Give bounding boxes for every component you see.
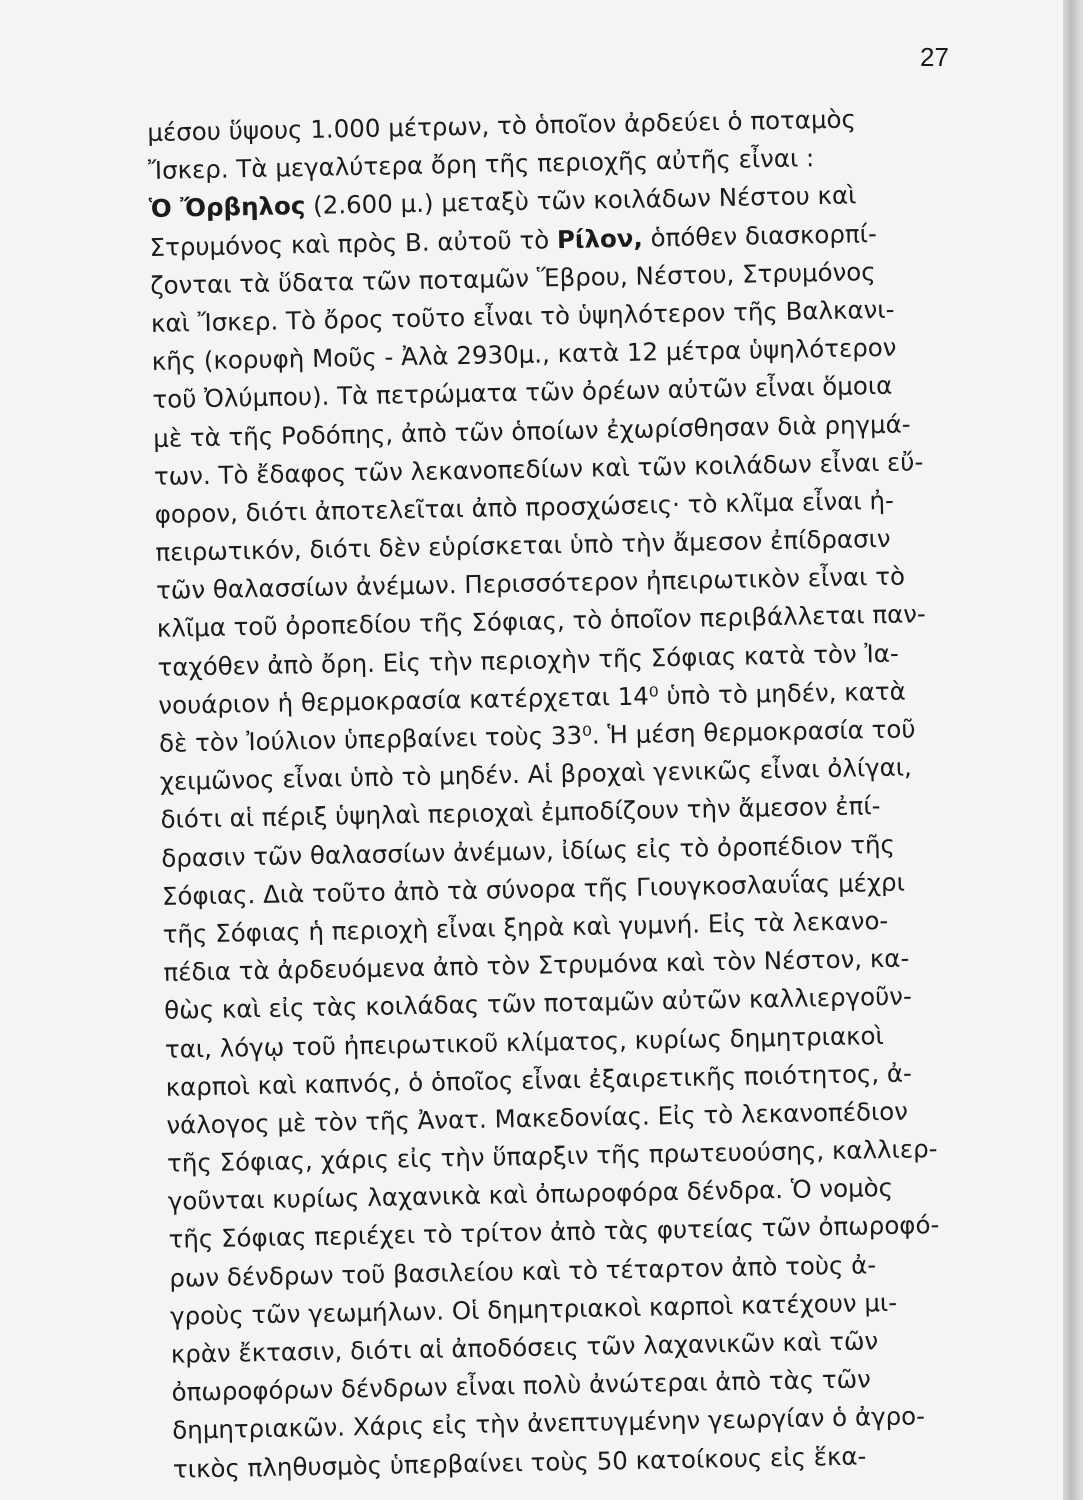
line-text: ταχόθεν ἀπὸ ὄρη. Εἰς τὴν περιοχὴν τῆς Σόφιας κατὰ τὸν Ἰα- (157, 638, 899, 682)
line-text: διότι αἱ πέριξ ὑψηλαὶ περιοχαὶ ἐμποδίζουν τὴν ἄμεσον ἐπί- (160, 791, 881, 835)
line-text: δρασιν τῶν θαλασσίων ἀνέμων, ἰδίως εἰς τὸ ὀροπέδιον τῆς (161, 829, 896, 873)
line-text: θὼς καὶ εἰς τὰς κοιλάδας τῶν ποταμῶν αὐτῶν καλλιεργοῦν- (163, 981, 913, 1026)
line-text: κρὰν ἔκτασιν, διότι αἱ ἀποδόσεις τῶν λαχανικῶν καὶ τῶν (170, 1326, 879, 1369)
line-text: κῆς (κορυφὴ Μοῦς - Ἀλὰ 2930μ., κατὰ 12 μέτρα ὑψηλότερον (151, 332, 897, 377)
page-edge-shadow (1063, 0, 1083, 1500)
line-text: ὀπωροφόρων δένδρων εἶναι πολὺ ἀνώτεραι ἀπὸ τὰς τῶν (171, 1364, 872, 1407)
page-number: 27 (920, 42, 949, 72)
line-text: καρποὶ καὶ καπνός, ὁ ὁποῖος εἶναι ἐξαιρετικῆς ποιότητος, ἀ- (165, 1058, 913, 1102)
line-text: των. Τὸ ἔδαφος τῶν λεκανοπεδίων καὶ τῶν κοιλάδων εἶναι εὔ- (153, 446, 924, 491)
line-text: μὲ τὰ τῆς Ροδόπης, ἀπὸ τῶν ὁποίων ἐχωρίσθησαν διὰ ρηγμά- (152, 408, 911, 453)
line-text: γροὺς τῶν γεωμήλων. Οἱ δημητριακοὶ καρποὶ κατέχουν μι- (169, 1287, 898, 1331)
line-text: νουάριον ἡ θερμοκρασία κατέρχεται 14⁰ ὑπὸ τὸ μηδέν, κατὰ (158, 676, 907, 720)
line-text: τῶν θαλασσίων ἀνέμων. Περισσότερον ἠπειρωτικὸν εἶναι τὸ (155, 561, 906, 606)
line-text: τοῦ Ὀλύμπου). Τὰ πετρώματα τῶν ὀρέων αὐτῶν εἶναι ὅμοια (152, 371, 893, 415)
line-text: γοῦνται κυρίως λαχανικὰ καὶ ὀπωροφόρα δένδρα. Ὁ νομὸς (167, 1173, 894, 1217)
line-text: Στρυμόνος καὶ πρὸς Β. αὐτοῦ τὸ (149, 224, 558, 262)
mountain-name-rila: Ρίλον, (556, 223, 644, 254)
line-text: δημητριακῶν. Χάρις εἰς τὴν ἀνεπτυγμένην γεωργίαν ὁ ἀγρο- (172, 1401, 926, 1446)
line-text: ὁπόθεν διασκορπί- (642, 218, 878, 253)
line-text: δὲ τὸν Ἰούλιον ὑπερβαίνει τοὺς 33⁰. Ἡ μέση θερμοκρασία τοῦ (158, 714, 916, 758)
line-text: φορον, διότι ἀποτελεῖται ἀπὸ προσχώσεις· τὸ κλῖμα εἶναι ἠ- (154, 485, 895, 529)
line-text: ρων δένδρων τοῦ βασιλείου καὶ τὸ τέταρτον ἀπὸ τοὺς ἀ- (169, 1249, 877, 1293)
line-text: πέδια τὰ ἀρδευόμενα ἀπὸ τὸν Στρυμόνα καὶ τὸν Νέστον, κα- (163, 943, 910, 987)
line-text: (2.600 μ.) μεταξὺ τῶν κοιλάδων Νέστου καὶ (305, 180, 857, 221)
line-text: Σόφιας. Διὰ τοῦτο ἀπὸ τὰ σύνορα τῆς Γιουγκοσλαυΐας μέχρι (161, 867, 906, 911)
line-text: πειρωτικόν, διότι δὲν εὑρίσκεται ὑπὸ τὴν ἄμεσον ἐπίδρασιν (155, 523, 891, 567)
line-text: τῆς Σόφιας περιέχει τὸ τρίτον ἀπὸ τὰς φυτείας τῶν ὀπωροφό- (168, 1210, 940, 1255)
line-text: ζονται τὰ ὕδατα τῶν ποταμῶν Ἕβρου, Νέστου, Στρυμόνος (150, 256, 876, 300)
line-text: χειμῶνος εἶναι ὑπὸ τὸ μηδέν. Αἱ βροχαὶ γενικῶς εἶναι ὀλίγαι, (159, 752, 913, 797)
line-text: καὶ Ἴσκερ. Τὸ ὄρος τοῦτο εἶναι τὸ ὑψηλότερον τῆς Βαλκανι- (150, 294, 895, 338)
line-text: τῆς Σόφιας ἡ περιοχὴ εἶναι ξηρὰ καὶ γυμνή. Εἰς τὰ λεκανο- (162, 905, 889, 949)
line-text: κλῖμα τοῦ ὀροπεδίου τῆς Σόφιας, τὸ ὁποῖον περιβάλλεται παν- (156, 599, 926, 644)
mountain-name-orvilos: Ὁ Ὄρβηλος (148, 191, 306, 224)
line-text: ται, λόγῳ τοῦ ἠπειρωτικοῦ κλίματος, κυρίως δημητριακοὶ (164, 1020, 885, 1064)
line-text: τικὸς πληθυσμὸς ὑπερβαίνει τοὺς 50 κατοίκους εἰς ἕκα- (172, 1441, 867, 1484)
line-text: τῆς Σόφιας, χάρις εἰς τὴν ὕπαρξιν τῆς πρωτευούσης, καλλιερ- (166, 1134, 938, 1178)
body-text (147, 98, 1003, 1488)
line-text: μέσου ὕψους 1.000 μέτρων, τὸ ὁποῖον ἀρδεύει ὁ ποταμὸς (147, 104, 857, 147)
line-text: Ἴσκερ. Τὰ μεγαλύτερα ὄρη τῆς περιοχῆς αὐτῆς εἶναι : (147, 143, 815, 186)
line-text: νάλογος μὲ τὸν τῆς Ἀνατ. Μακεδονίας. Εἰς τὸ λεκανοπέδιον (166, 1096, 909, 1140)
